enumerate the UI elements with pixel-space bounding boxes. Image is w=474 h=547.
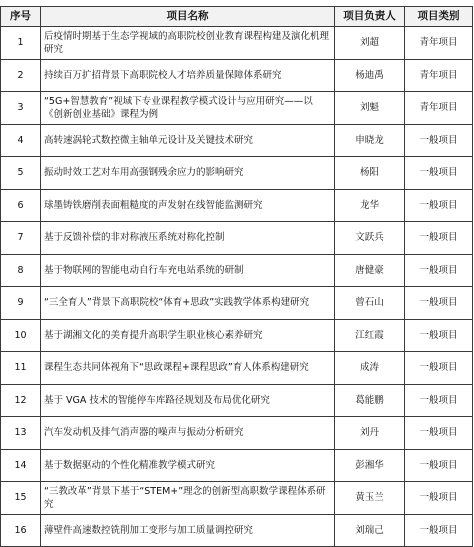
project-leader-cell: 黄玉兰 [335, 482, 405, 515]
row-number-cell: 11 [1, 352, 41, 385]
project-name-cell: 基于物联网的智能电动自行车充电站系统的研制 [41, 254, 335, 287]
project-category-cell: 一般项目 [405, 287, 473, 320]
project-category-cell: 青年项目 [405, 59, 473, 92]
project-name-cell: 振动时效工艺对车用高强钢残余应力的影响研究 [41, 157, 335, 190]
project-name-cell: 持续百万扩招背景下高职院校人才培养质量保障体系研究 [41, 59, 335, 92]
project-leader-cell: 曾石山 [335, 287, 405, 320]
project-category-cell: 一般项目 [405, 514, 473, 547]
table-row [1, 222, 473, 255]
project-leader-cell: 江红霞 [335, 319, 405, 352]
row-number-cell: 13 [1, 417, 41, 450]
project-category-cell: 一般项目 [405, 254, 473, 287]
row-number-cell: 1 [1, 27, 41, 60]
project-table [0, 6, 473, 547]
table-row [1, 449, 473, 482]
project-leader-cell: 龙华 [335, 189, 405, 222]
row-number-cell: 6 [1, 189, 41, 222]
row-number-cell: 2 [1, 59, 41, 92]
table-row [1, 482, 473, 515]
row-number-cell: 14 [1, 449, 41, 482]
header-project-name: 项目名称 [41, 7, 335, 27]
row-number-cell: 5 [1, 157, 41, 190]
project-category-cell: 一般项目 [405, 417, 473, 450]
project-leader-cell: 杨迪禹 [335, 59, 405, 92]
table-row [1, 157, 473, 190]
project-name-cell: 球墨铸铁磨削表面粗糙度的声发射在线智能监测研究 [41, 189, 335, 222]
project-name-cell: 课程生态共同体视角下“思政课程+课程思政”育人体系构建研究 [41, 352, 335, 385]
project-category-cell: 一般项目 [405, 352, 473, 385]
table-header-row [1, 7, 473, 27]
table-row [1, 384, 473, 417]
project-name-cell: 基于 VGA 技术的智能停车库路径规划及布局优化研究 [41, 384, 335, 417]
project-leader-cell: 申晓龙 [335, 124, 405, 157]
table-row [1, 27, 473, 60]
project-name-cell: 薄壁件高速数控铣削加工变形与加工质量调控研究 [41, 514, 335, 547]
project-name-cell: 后疫情时期基于生态学视域的高职院校创业教育课程构建及演化机理研究 [41, 27, 335, 60]
table-row [1, 319, 473, 352]
project-name-cell: 基于数据驱动的个性化精准教学模式研究 [41, 449, 335, 482]
table-row [1, 59, 473, 92]
table-row [1, 352, 473, 385]
header-number: 序号 [1, 7, 41, 27]
row-number-cell: 12 [1, 384, 41, 417]
project-category-cell: 一般项目 [405, 189, 473, 222]
project-leader-cell: 刘魁 [335, 92, 405, 125]
row-number-cell: 4 [1, 124, 41, 157]
project-category-cell: 一般项目 [405, 157, 473, 190]
project-leader-cell: 文跃兵 [335, 222, 405, 255]
project-leader-cell: 葛能鹏 [335, 384, 405, 417]
table-row [1, 124, 473, 157]
project-name-cell: 基于反馈补偿的非对称液压系统对称化控制 [41, 222, 335, 255]
project-category-cell: 一般项目 [405, 124, 473, 157]
table-row [1, 514, 473, 547]
project-name-cell: “三全育人”背景下高职院校“体育+思政”实践教学体系构建研究 [41, 287, 335, 320]
project-category-cell: 一般项目 [405, 482, 473, 515]
project-leader-cell: 唐健豪 [335, 254, 405, 287]
project-name-cell: “三教改革”背景下基于“STEM+”理念的创新型高职数学课程体系研究 [41, 482, 335, 515]
project-leader-cell: 彭湘华 [335, 449, 405, 482]
project-leader-cell: 刘超 [335, 27, 405, 60]
row-number-cell: 8 [1, 254, 41, 287]
project-leader-cell: 刘瑞己 [335, 514, 405, 547]
project-leader-cell: 杨阳 [335, 157, 405, 190]
table-row [1, 254, 473, 287]
table-row [1, 417, 473, 450]
row-number-cell: 15 [1, 482, 41, 515]
project-name-cell: 高转速涡轮式数控微主轴单元设计及关键技术研究 [41, 124, 335, 157]
project-category-cell: 青年项目 [405, 27, 473, 60]
header-leader: 项目负责人 [335, 7, 405, 27]
project-name-cell: 汽车发动机及排气消声器的噪声与振动分析研究 [41, 417, 335, 450]
project-name-cell: 基于湖湘文化的美育提升高职学生职业核心素养研究 [41, 319, 335, 352]
project-category-cell: 一般项目 [405, 222, 473, 255]
table-row [1, 287, 473, 320]
project-leader-cell: 成涛 [335, 352, 405, 385]
row-number-cell: 10 [1, 319, 41, 352]
project-name-cell: “5G+智慧教育”视域下专业课程教学模式设计与应用研究——以《创新创业基础》课程为例 [41, 92, 335, 125]
row-number-cell: 16 [1, 514, 41, 547]
project-leader-cell: 刘丹 [335, 417, 405, 450]
project-category-cell: 一般项目 [405, 319, 473, 352]
header-category: 项目类别 [405, 7, 473, 27]
table-row [1, 189, 473, 222]
project-category-cell: 青年项目 [405, 92, 473, 125]
row-number-cell: 9 [1, 287, 41, 320]
table-row [1, 92, 473, 125]
row-number-cell: 3 [1, 92, 41, 125]
row-number-cell: 7 [1, 222, 41, 255]
project-category-cell: 一般项目 [405, 449, 473, 482]
project-category-cell: 一般项目 [405, 384, 473, 417]
